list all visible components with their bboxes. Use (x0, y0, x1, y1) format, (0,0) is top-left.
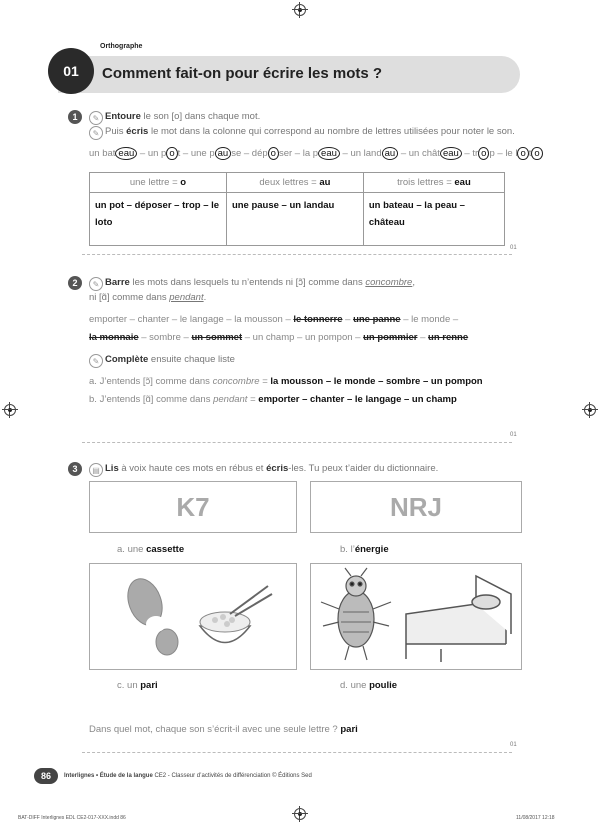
word-text: t – une p (177, 148, 215, 159)
separator (82, 254, 512, 255)
exercise-number-1: 1 (68, 110, 82, 124)
footprint-icon (122, 574, 178, 655)
circled-sound: au (382, 147, 399, 160)
print-slug-left: BAT-DIFF Interlignes EDL CE2-017-XXX.indd 86 (18, 815, 126, 821)
exercise-code: 01 (510, 245, 517, 251)
word-text: se – dép (231, 148, 268, 159)
circled-sound: eau (115, 147, 137, 160)
struck-word: un sommet (191, 332, 243, 343)
pencil-icon: ✎ (89, 111, 103, 125)
book-icon: ▤ (89, 463, 103, 477)
exercise1-instruction2: Puis écris le mot dans la colonne qui correspond au nombre de lettres utilisées pour noter le son. (105, 126, 515, 137)
louse-icon (321, 568, 391, 660)
sound-table (89, 172, 505, 246)
rebus-k7: K7 (89, 481, 297, 533)
rebus-caption-c: c. un pari (117, 680, 158, 691)
word-text: un bat (89, 148, 116, 159)
louse-and-bed-illustration (311, 564, 521, 669)
circled-sound: eau (318, 147, 340, 160)
word-text: emporter – chanter – le langage – la mousson – (89, 314, 294, 325)
table-header: trois lettres = eau (363, 173, 504, 193)
pencil-icon: ✎ (89, 354, 103, 368)
word-text: – un chât (398, 148, 440, 159)
rebus-caption-d: d. une poulie (340, 680, 398, 691)
circled-sound: o (268, 147, 279, 160)
print-slug-right: 11/08/2017 12:18 (516, 815, 555, 821)
exercise-code: 01 (510, 432, 517, 438)
lesson-number: 01 (48, 48, 94, 94)
struck-word: un pommier (363, 332, 418, 343)
exercise-number-3: 3 (68, 462, 82, 476)
exercise3-instruction: Lis à voix haute ces mots en rébus et écris-les. Tu peux t’aider du dictionnaire. (105, 463, 439, 474)
registration-mark-right (584, 404, 596, 416)
circled-sound: au (215, 147, 232, 160)
word-text: – sombre – (138, 332, 192, 343)
struck-word: la monnaie (89, 332, 139, 343)
page-number: 86 (34, 768, 58, 784)
exercise2-answer-b: b. J’entends [ɑ̃] comme dans pendant = emporter – chanter – le langage – un champ (89, 394, 457, 405)
exercise-code: 01 (510, 742, 517, 748)
word-text: – (342, 314, 354, 325)
rebus-caption-b: b. l’énergie (340, 544, 389, 555)
circled-sound: o (478, 147, 489, 160)
registration-mark-top (294, 4, 306, 16)
bed-icon (406, 576, 511, 662)
struck-word: le tonnerre (293, 314, 343, 325)
rebus-nrj: NRJ (310, 481, 522, 533)
registration-mark-left (4, 404, 16, 416)
rebus-image-poulie (310, 563, 522, 670)
table-header: une lettre = o (90, 173, 227, 193)
exercise1-instruction1: Entoure le son [o] dans chaque mot. (105, 111, 261, 122)
registration-mark-bottom (294, 808, 306, 820)
exercise2-instruction-line2: ni [ɑ̃] comme dans pendant. (89, 292, 207, 303)
pencil-icon: ✎ (89, 277, 103, 291)
word-text: ser – la p (278, 148, 319, 159)
word-text: – un land (339, 148, 382, 159)
rebus-image-pari (89, 563, 297, 670)
rebus-caption-a: a. une cassette (117, 544, 185, 555)
table-cell: un pot – déposer – trop – le loto (90, 193, 227, 246)
circled-sound: o (517, 147, 528, 160)
word-text: – le monde – (400, 314, 459, 325)
word-text: – un champ – un pompon – (242, 332, 364, 343)
word-text: – (417, 332, 429, 343)
word-text: – un p (137, 148, 167, 159)
exercise2-answer-a: a. J’entends [ɔ̃] comme dans concombre = la mousson – le monde – sombre – un pompon (89, 376, 483, 387)
word-text: t (528, 148, 532, 159)
struck-word: une panne (353, 314, 401, 325)
page-title: Comment fait-on pour écrire les mots ? (102, 65, 383, 82)
exercise3-question: Dans quel mot, chaque son s’écrit-il avec une seule lettre ? pari (89, 724, 358, 735)
exercise1-word-list (89, 147, 543, 160)
table-cell: une pause – un landau (226, 193, 363, 246)
exercise-number-2: 2 (68, 276, 82, 290)
footer-credit: Interlignes • Étude de la langue CE2 - Classeur d’activités de différenciation © Éditions Sed (64, 773, 312, 779)
exercise2-instruction: Barre les mots dans lesquels tu n’entends ni [ɔ̃] comme dans concombre, (105, 277, 415, 288)
table-cell: un bateau – la peau – château (363, 193, 504, 246)
separator (82, 752, 512, 753)
pencil-icon: ✎ (89, 126, 103, 140)
struck-word: un renne (428, 332, 469, 343)
word-text: p – le l (489, 148, 518, 159)
circled-sound: o (166, 147, 177, 160)
exercise2-word-line-1 (89, 314, 458, 325)
separator (82, 442, 512, 443)
word-text: – tr (461, 148, 479, 159)
section-category: Orthographe (100, 43, 143, 50)
circled-sound: eau (440, 147, 462, 160)
table-header: deux lettres = au (226, 173, 363, 193)
footprint-and-rice-illustration (90, 564, 296, 669)
circled-sound: o (531, 147, 542, 160)
rice-bowl-icon (200, 586, 272, 643)
exercise2-instruction2: Complète ensuite chaque liste (105, 354, 235, 365)
exercise2-word-line-2 (89, 332, 468, 343)
